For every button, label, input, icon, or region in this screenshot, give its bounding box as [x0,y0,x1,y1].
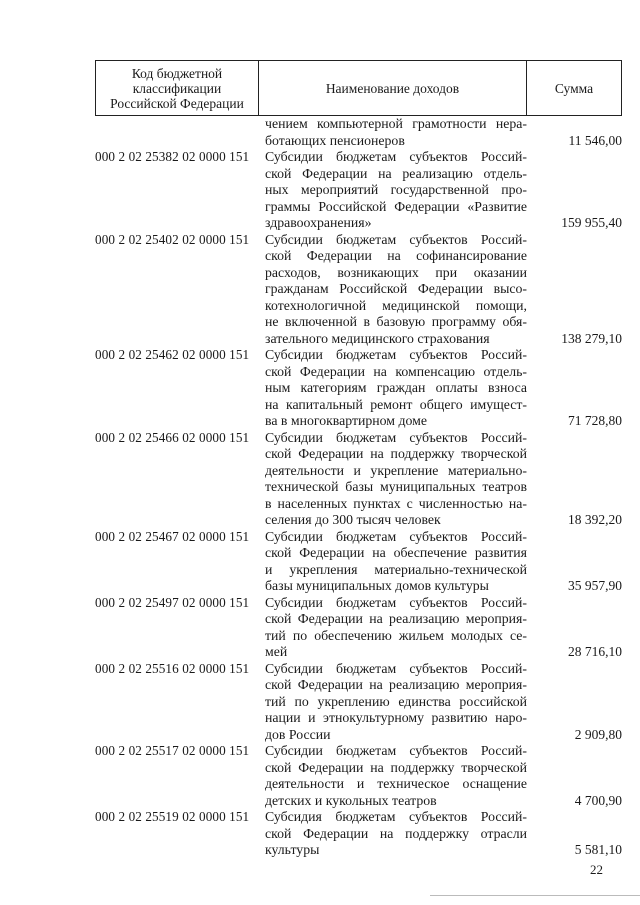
table-row [95,595,622,661]
table-row [95,232,622,348]
row-code: 000 2 02 25402 02 0000 151 [95,231,250,247]
row-name [265,430,527,529]
table-row [95,529,622,595]
row-name-line: ской Федерации на обеспечение развития [265,545,527,560]
row-name-line: Субсидии бюджетам субъектов Россий- [265,231,527,247]
row-sum: 28 716,10 [568,644,622,659]
row-name-line: Субсидии бюджетам субъектов Россий- [265,429,527,445]
row-name-line: тий по укреплению единства российской [265,693,527,709]
row-name-line: расходов, возникающих при оказании [265,264,527,280]
row-name-line: ботающих пенсионеров [265,132,405,148]
row-name [265,809,527,859]
row-code: 000 2 02 25382 02 0000 151 [95,149,250,164]
row-sum: 71 728,80 [568,413,622,428]
row-name-line: ской Федерации на реализацию мероприя- [265,677,527,692]
row-code: 000 2 02 25462 02 0000 151 [95,347,250,362]
row-name-line: ных мероприятий государственной про- [265,182,527,197]
row-name [265,595,527,661]
table-row [95,149,622,232]
row-name-line: мей [265,644,288,659]
row-name-line: и укрепления материально-технической [265,561,527,577]
row-name-line: деятельности и укрепление материально- [265,462,527,478]
row-name-line: ской Федерации на реализацию отдель- [265,165,527,181]
row-name-line: базы муниципальных домов культуры [265,578,489,593]
row-name-line: дов России [265,726,331,742]
row-name [265,149,527,232]
row-sum: 4 700,90 [574,792,622,808]
row-name-line: ской Федерации на поддержку отрасли [265,825,527,841]
bottom-rule [430,895,640,896]
row-name-line: чением компьютерной грамотности нера- [265,116,527,131]
row-name-line: в населенных пунктах с численностью на- [265,495,527,511]
row-name-line: Субсидии бюджетам субъектов Россий- [265,149,527,164]
row-name-line: здравоохранения» [265,215,372,230]
header-code: Код бюджетной классификации Российской Федерации [96,61,259,115]
row-name-line: зательного медицинского страхования [265,330,490,346]
table-body [95,116,622,859]
row-name [265,232,527,348]
row-code: 000 2 02 25516 02 0000 151 [95,660,250,676]
table-row-continuation [95,116,622,149]
row-name-line: Субсидии бюджетам субъектов Россий- [265,660,527,676]
row-name-line: селения до 300 тысяч человек [265,512,441,527]
row-name [265,347,527,430]
row-code: 000 2 02 25497 02 0000 151 [95,594,250,610]
row-name-line: Субсидии бюджетам субъектов Россий- [265,347,527,362]
row-name [265,743,527,809]
table-row [95,347,622,430]
row-name [265,116,527,149]
row-name-line: деятельности и техническое оснащение [265,776,527,791]
page-number: 22 [590,862,603,877]
row-name-line: Субсидия бюджетам субъектов Россий- [265,809,527,824]
row-name-line: не включенной в базовую программу обя- [265,314,527,329]
row-sum: 11 546,00 [568,132,622,148]
row-name-line: граммы Российской Федерации «Развитие [265,198,527,214]
row-code: 000 2 02 25517 02 0000 151 [95,743,250,758]
row-name-line: ской Федерации на поддержку творческой [265,446,527,461]
row-sum: 2 909,80 [574,726,622,742]
table-row [95,430,622,529]
row-name-line: ской Федерации на реализацию мероприя- [265,611,527,626]
row-sum: 5 581,10 [574,842,622,857]
row-sum: 159 955,40 [561,215,622,230]
row-name-line: ской Федерации на софинансирование [265,248,527,263]
table-row [95,743,622,809]
row-sum: 18 392,20 [568,512,622,527]
row-name-line: Субсидии бюджетам субъектов Россий- [265,743,527,758]
row-name-line: тий по обеспечению жильем молодых се- [265,627,527,643]
row-name [265,529,527,595]
table-row [95,661,622,744]
row-code: 000 2 02 25466 02 0000 151 [95,429,250,445]
row-name-line: ва в многоквартирном доме [265,413,427,428]
row-code: 000 2 02 25467 02 0000 151 [95,528,250,544]
row-name-line: ской Федерации на поддержку творческой [265,759,527,775]
row-name-line: гражданам Российской Федерации высо- [265,281,527,296]
row-sum: 35 957,90 [568,578,622,593]
row-name-line: котехнологичной медицинской помощи, [265,297,527,313]
row-code: 000 2 02 25519 02 0000 151 [95,809,250,824]
header-name: Наименование доходов [259,61,527,115]
row-name-line: культуры [265,842,320,857]
row-name-line: нации и этнокультурному развитию наро- [265,710,527,725]
row-name-line: на капитальный ремонт общего имущест- [265,396,527,412]
row-name-line: ской Федерации на компенсацию отдель- [265,363,527,379]
table-row [95,809,622,859]
row-name-line: детских и кукольных театров [265,792,437,808]
row-name [265,661,527,744]
row-sum: 138 279,10 [561,330,622,346]
header-sum: Сумма [554,80,594,96]
row-name-line: ным категориям граждан оплаты взноса [265,380,527,395]
row-name-line: Субсидии бюджетам субъектов Россий- [265,528,527,544]
row-name-line: технической базы муниципальных театров [265,479,527,494]
row-name-line: Субсидии бюджетам субъектов Россий- [265,594,527,610]
table-header [95,60,622,116]
